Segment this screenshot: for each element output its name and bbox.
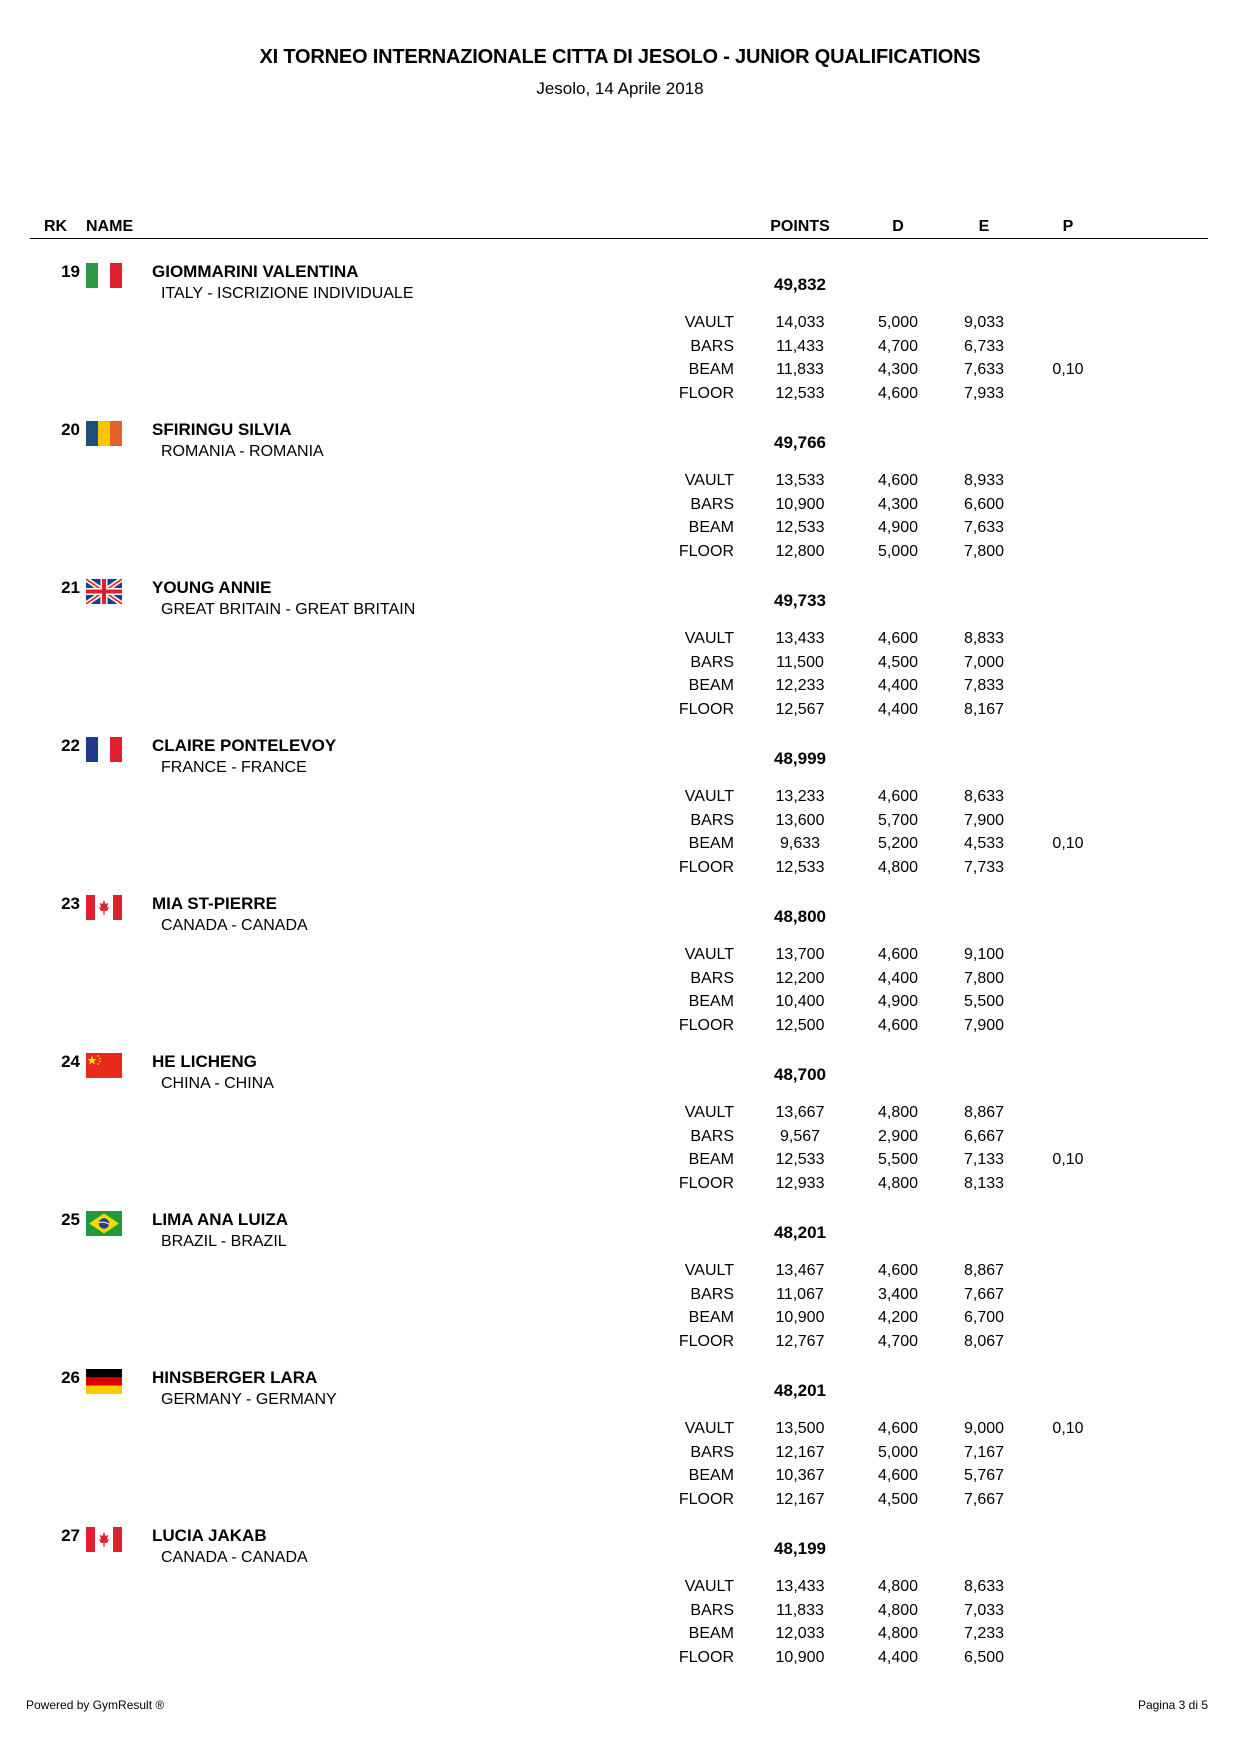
apparatus-name: BEAM [688, 1467, 734, 1484]
document-subtitle: Jesolo, 14 Aprile 2018 [536, 79, 704, 98]
apparatus-points: 12,767 [775, 1332, 825, 1350]
apparatus-name: BEAM [688, 1309, 734, 1326]
apparatus-e-score: 6,600 [963, 495, 1005, 513]
apparatus-score-row [0, 361, 1240, 385]
apparatus-name: BARS [690, 1285, 734, 1303]
apparatus-e-score: 8,067 [963, 1332, 1005, 1350]
apparatus-e-score: 9,033 [963, 314, 1005, 331]
apparatus-e-score: 9,100 [963, 946, 1005, 963]
athlete-entry [0, 1516, 1240, 1674]
apparatus-score-row [0, 630, 1240, 654]
apparatus-score-row [0, 1286, 1240, 1310]
apparatus-e-score: 7,667 [963, 1285, 1005, 1303]
apparatus-name: BEAM [688, 677, 734, 694]
athlete-team: CHINA - CHINA [161, 1075, 274, 1092]
apparatus-score-row [0, 677, 1240, 701]
apparatus-e-score: 7,800 [963, 542, 1005, 560]
apparatus-name: BEAM [688, 1625, 734, 1642]
document-title: XI TORNEO INTERNAZIONALE CITTA DI JESOLO - JUNIOR QUALIFICATIONS [259, 46, 981, 68]
apparatus-score-row [0, 970, 1240, 994]
apparatus-points: 13,700 [775, 946, 825, 963]
apparatus-name: BARS [690, 653, 734, 671]
apparatus-d-score: 4,300 [877, 361, 919, 378]
apparatus-d-score: 4,800 [877, 1174, 919, 1192]
apparatus-score-row [0, 788, 1240, 812]
apparatus-name: FLOOR [678, 1016, 734, 1034]
apparatus-name: BEAM [688, 361, 734, 378]
apparatus-score-row [0, 993, 1240, 1017]
apparatus-score-row [0, 701, 1240, 725]
apparatus-d-score: 4,800 [877, 1578, 919, 1595]
apparatus-e-score: 7,733 [963, 858, 1005, 876]
apparatus-e-score: 5,767 [963, 1467, 1005, 1484]
athlete-rank: 25 [61, 1210, 80, 1229]
athlete-team: BRAZIL - BRAZIL [161, 1233, 287, 1250]
apparatus-d-score: 4,400 [877, 969, 919, 987]
athlete-name: SFIRINGU SILVIA [152, 420, 292, 439]
apparatus-score-row [0, 812, 1240, 836]
apparatus-score-row [0, 1309, 1240, 1333]
apparatus-score-row [0, 1444, 1240, 1468]
apparatus-e-score: 8,867 [963, 1104, 1005, 1121]
apparatus-score-row [0, 1262, 1240, 1286]
apparatus-score-row [0, 519, 1240, 543]
apparatus-d-score: 4,600 [877, 946, 919, 963]
apparatus-d-score: 4,600 [877, 472, 919, 489]
apparatus-points: 11,433 [776, 337, 824, 355]
apparatus-name: BARS [690, 969, 734, 987]
apparatus-d-score: 3,400 [877, 1285, 919, 1303]
athlete-rank: 21 [61, 578, 80, 597]
france-flag-icon [86, 737, 122, 762]
apparatus-score-row [0, 1491, 1240, 1515]
apparatus-name: BARS [690, 1443, 734, 1461]
apparatus-d-score: 4,400 [877, 1648, 919, 1666]
apparatus-points: 12,567 [775, 700, 825, 718]
apparatus-score-row [0, 1649, 1240, 1673]
apparatus-points: 11,833 [776, 1601, 824, 1619]
apparatus-points: 12,500 [775, 1016, 825, 1034]
apparatus-points: 13,500 [775, 1420, 825, 1437]
apparatus-d-score: 4,400 [877, 700, 919, 718]
apparatus-name: FLOOR [678, 1648, 734, 1666]
athlete-name: GIOMMARINI VALENTINA [152, 262, 359, 281]
athlete-team: FRANCE - FRANCE [161, 759, 307, 776]
apparatus-score-row [0, 1333, 1240, 1357]
apparatus-score-row [0, 1151, 1240, 1175]
apparatus-points: 10,900 [775, 1648, 825, 1666]
apparatus-d-score: 4,400 [877, 677, 919, 694]
apparatus-penalty: 0,10 [1052, 361, 1084, 378]
athlete-entry [0, 1042, 1240, 1200]
apparatus-e-score: 9,000 [963, 1420, 1005, 1437]
apparatus-name: BARS [690, 1127, 734, 1145]
apparatus-d-score: 4,600 [877, 1467, 919, 1484]
apparatus-e-score: 8,633 [963, 1578, 1005, 1595]
apparatus-e-score: 7,800 [963, 969, 1005, 987]
athlete-entry [0, 568, 1240, 726]
apparatus-score-row [0, 496, 1240, 520]
apparatus-e-score: 6,733 [963, 337, 1005, 355]
apparatus-points: 10,367 [775, 1467, 825, 1484]
apparatus-points: 12,533 [775, 384, 825, 402]
athlete-name: YOUNG ANNIE [152, 578, 272, 597]
apparatus-penalty: 0,10 [1052, 1151, 1084, 1168]
apparatus-name: BARS [690, 1601, 734, 1619]
apparatus-e-score: 5,500 [963, 993, 1005, 1010]
apparatus-name: FLOOR [678, 1174, 734, 1192]
athlete-entry [0, 252, 1240, 410]
apparatus-points: 13,233 [775, 788, 825, 805]
apparatus-penalty: 0,10 [1052, 835, 1084, 852]
apparatus-e-score: 7,633 [963, 361, 1005, 378]
apparatus-d-score: 4,600 [877, 1262, 919, 1279]
apparatus-d-score: 5,700 [877, 811, 919, 829]
apparatus-score-row [0, 1578, 1240, 1602]
apparatus-points: 12,167 [775, 1443, 825, 1461]
apparatus-e-score: 4,533 [963, 835, 1005, 852]
apparatus-name: BEAM [688, 519, 734, 536]
apparatus-d-score: 4,600 [877, 788, 919, 805]
apparatus-name: BEAM [688, 1151, 734, 1168]
apparatus-name: FLOOR [678, 542, 734, 560]
apparatus-score-row [0, 338, 1240, 362]
apparatus-e-score: 7,000 [963, 653, 1005, 671]
apparatus-e-score: 8,167 [963, 700, 1005, 718]
apparatus-penalty: 0,10 [1052, 1420, 1084, 1437]
apparatus-score-row [0, 1104, 1240, 1128]
apparatus-name: VAULT [684, 1104, 734, 1121]
apparatus-points: 12,033 [775, 1625, 825, 1642]
apparatus-score-row [0, 1625, 1240, 1649]
column-header-name: NAME [86, 218, 134, 235]
apparatus-name: FLOOR [678, 1490, 734, 1508]
apparatus-e-score: 7,900 [963, 1016, 1005, 1034]
apparatus-d-score: 5,500 [877, 1151, 919, 1168]
apparatus-name: BEAM [688, 835, 734, 852]
apparatus-points: 13,533 [775, 472, 825, 489]
apparatus-score-row [0, 946, 1240, 970]
apparatus-points: 11,833 [776, 361, 824, 378]
athlete-team: CANADA - CANADA [161, 1549, 308, 1566]
apparatus-name: FLOOR [678, 700, 734, 718]
apparatus-name: VAULT [684, 1578, 734, 1595]
powered-by-footer: Powered by GymResult ® [26, 1698, 165, 1712]
great-britain-flag-icon [86, 579, 122, 604]
athlete-total-points: 48,201 [774, 1223, 826, 1242]
column-header-points: POINTS [770, 218, 830, 235]
apparatus-points: 12,800 [775, 542, 825, 560]
apparatus-e-score: 8,933 [963, 472, 1005, 489]
column-header-p: P [1062, 218, 1074, 235]
athlete-rank: 19 [61, 262, 80, 281]
apparatus-e-score: 7,833 [963, 677, 1005, 694]
athlete-name: LIMA ANA LUIZA [152, 1210, 288, 1229]
athlete-total-points: 48,800 [774, 907, 826, 926]
apparatus-e-score: 7,167 [963, 1443, 1005, 1461]
china-flag-icon [86, 1053, 122, 1078]
apparatus-e-score: 7,667 [963, 1490, 1005, 1508]
apparatus-name: VAULT [684, 788, 734, 805]
apparatus-points: 10,400 [775, 993, 825, 1010]
apparatus-e-score: 7,033 [963, 1601, 1005, 1619]
apparatus-name: VAULT [684, 1420, 734, 1437]
apparatus-d-score: 5,000 [877, 314, 919, 331]
apparatus-name: FLOOR [678, 1332, 734, 1350]
apparatus-d-score: 4,700 [877, 1332, 919, 1350]
apparatus-score-row [0, 543, 1240, 567]
italy-flag-icon [86, 263, 122, 288]
apparatus-score-row [0, 1175, 1240, 1199]
apparatus-score-row [0, 314, 1240, 338]
germany-flag-icon [86, 1369, 122, 1394]
apparatus-e-score: 8,867 [963, 1262, 1005, 1279]
apparatus-points: 11,500 [776, 653, 824, 671]
athlete-team: GREAT BRITAIN - GREAT BRITAIN [161, 601, 416, 618]
athlete-entry [0, 884, 1240, 1042]
athlete-name: HINSBERGER LARA [152, 1368, 318, 1387]
athlete-rank: 22 [61, 736, 80, 755]
apparatus-d-score: 2,900 [877, 1127, 919, 1145]
athlete-team: ROMANIA - ROMANIA [161, 443, 324, 460]
apparatus-name: FLOOR [678, 858, 734, 876]
apparatus-score-row [0, 1128, 1240, 1152]
apparatus-d-score: 4,300 [877, 495, 919, 513]
apparatus-name: FLOOR [678, 384, 734, 402]
apparatus-e-score: 7,633 [963, 519, 1005, 536]
apparatus-points: 12,533 [775, 519, 825, 536]
apparatus-d-score: 4,600 [877, 630, 919, 647]
athlete-team: CANADA - CANADA [161, 917, 308, 934]
athlete-entry [0, 410, 1240, 568]
apparatus-d-score: 4,600 [877, 1420, 919, 1437]
athlete-total-points: 48,201 [774, 1381, 826, 1400]
athlete-rank: 20 [61, 420, 80, 439]
apparatus-score-row [0, 654, 1240, 678]
apparatus-d-score: 4,600 [877, 384, 919, 402]
apparatus-score-row [0, 385, 1240, 409]
column-header-e: E [978, 218, 990, 235]
apparatus-d-score: 4,800 [877, 858, 919, 876]
athlete-total-points: 48,999 [774, 749, 826, 768]
apparatus-e-score: 8,133 [963, 1174, 1005, 1192]
column-header-rank: RK [44, 218, 68, 235]
apparatus-d-score: 4,600 [877, 1016, 919, 1034]
apparatus-e-score: 7,133 [963, 1151, 1005, 1168]
apparatus-e-score: 8,833 [963, 630, 1005, 647]
apparatus-points: 13,667 [775, 1104, 825, 1121]
apparatus-name: BEAM [688, 993, 734, 1010]
apparatus-score-row [0, 859, 1240, 883]
apparatus-points: 9,633 [779, 835, 821, 852]
apparatus-score-row [0, 1017, 1240, 1041]
athlete-entry [0, 1358, 1240, 1516]
apparatus-points: 10,900 [775, 1309, 825, 1326]
apparatus-e-score: 6,500 [963, 1648, 1005, 1666]
apparatus-d-score: 4,800 [877, 1601, 919, 1619]
apparatus-points: 12,933 [775, 1174, 825, 1192]
apparatus-e-score: 8,633 [963, 788, 1005, 805]
apparatus-name: VAULT [684, 472, 734, 489]
athlete-total-points: 49,832 [774, 275, 826, 294]
apparatus-points: 13,600 [775, 811, 825, 829]
apparatus-points: 14,033 [775, 314, 825, 331]
apparatus-points: 10,900 [775, 495, 825, 513]
apparatus-points: 13,467 [775, 1262, 825, 1279]
athlete-total-points: 49,733 [774, 591, 826, 610]
apparatus-d-score: 4,500 [877, 653, 919, 671]
apparatus-score-row [0, 1467, 1240, 1491]
canada-flag-icon [86, 1527, 122, 1552]
apparatus-name: BARS [690, 337, 734, 355]
athlete-rank: 24 [61, 1052, 80, 1071]
apparatus-score-row [0, 835, 1240, 859]
athlete-team: GERMANY - GERMANY [161, 1391, 337, 1408]
apparatus-score-row [0, 472, 1240, 496]
athlete-total-points: 48,199 [774, 1539, 826, 1558]
apparatus-name: BARS [690, 495, 734, 513]
brazil-flag-icon [86, 1211, 122, 1236]
apparatus-points: 12,200 [775, 969, 825, 987]
athlete-entry [0, 726, 1240, 884]
apparatus-e-score: 7,933 [963, 384, 1005, 402]
apparatus-d-score: 5,000 [877, 542, 919, 560]
romania-flag-icon [86, 421, 122, 446]
apparatus-d-score: 5,200 [877, 835, 919, 852]
athlete-rank: 27 [61, 1526, 80, 1545]
apparatus-points: 11,067 [776, 1285, 824, 1303]
apparatus-d-score: 5,000 [877, 1443, 919, 1461]
apparatus-e-score: 7,900 [963, 811, 1005, 829]
apparatus-name: VAULT [684, 1262, 734, 1279]
athlete-entry [0, 1200, 1240, 1358]
athlete-name: HE LICHENG [152, 1052, 257, 1071]
apparatus-name: VAULT [684, 946, 734, 963]
page-number: Pagina 3 di 5 [1137, 1698, 1208, 1712]
apparatus-name: BARS [690, 811, 734, 829]
apparatus-d-score: 4,800 [877, 1104, 919, 1121]
athlete-rank: 23 [61, 894, 80, 913]
athlete-total-points: 49,766 [774, 433, 826, 452]
apparatus-d-score: 4,900 [877, 993, 919, 1010]
apparatus-d-score: 4,900 [877, 519, 919, 536]
apparatus-e-score: 6,700 [963, 1309, 1005, 1326]
athlete-team: ITALY - ISCRIZIONE INDIVIDUALE [161, 285, 414, 302]
athlete-name: MIA ST-PIERRE [152, 894, 277, 913]
apparatus-points: 13,433 [775, 1578, 825, 1595]
apparatus-points: 12,167 [775, 1490, 825, 1508]
apparatus-e-score: 7,233 [963, 1625, 1005, 1642]
header-divider [30, 238, 1208, 239]
apparatus-points: 12,533 [775, 858, 825, 876]
apparatus-d-score: 4,800 [877, 1625, 919, 1642]
apparatus-points: 12,533 [775, 1151, 825, 1168]
apparatus-e-score: 6,667 [963, 1127, 1005, 1145]
athlete-total-points: 48,700 [774, 1065, 826, 1084]
apparatus-name: VAULT [684, 314, 734, 331]
apparatus-d-score: 4,500 [877, 1490, 919, 1508]
athlete-name: CLAIRE PONTELEVOY [152, 736, 337, 755]
column-header-d: D [892, 218, 904, 235]
apparatus-points: 9,567 [779, 1127, 821, 1145]
apparatus-score-row [0, 1420, 1240, 1444]
apparatus-points: 12,233 [775, 677, 825, 694]
apparatus-points: 13,433 [775, 630, 825, 647]
apparatus-d-score: 4,700 [877, 337, 919, 355]
apparatus-d-score: 4,200 [877, 1309, 919, 1326]
apparatus-score-row [0, 1602, 1240, 1626]
apparatus-name: VAULT [684, 630, 734, 647]
athlete-rank: 26 [61, 1368, 80, 1387]
athlete-name: LUCIA JAKAB [152, 1526, 267, 1545]
canada-flag-icon [86, 895, 122, 920]
